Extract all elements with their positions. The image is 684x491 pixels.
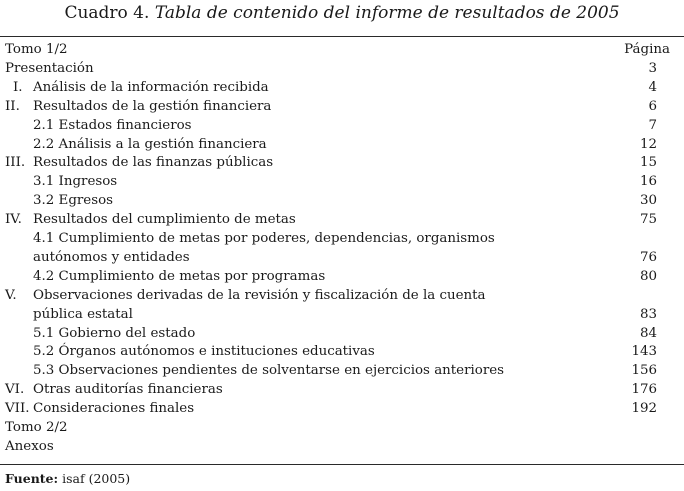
toc-row bbox=[0, 154, 684, 173]
toc-row-text-continued: pública estatal bbox=[33, 306, 133, 322]
toc-row-page: 6 bbox=[648, 98, 657, 114]
toc-row-text-continued: autónomos y entidades bbox=[33, 249, 190, 265]
table-caption bbox=[0, 3, 684, 23]
toc-row-text: Presentación bbox=[5, 61, 94, 76]
toc-row bbox=[0, 400, 684, 419]
toc-row bbox=[0, 438, 684, 457]
toc-row-number: V. bbox=[5, 287, 17, 303]
toc-row bbox=[0, 381, 684, 400]
toc-row-text: Observaciones derivadas de la revisión y fiscalización de la cuenta bbox=[33, 287, 486, 303]
toc-row-page: 156 bbox=[631, 363, 657, 379]
toc-row-page: 30 bbox=[639, 193, 657, 209]
toc-row-number: VII. bbox=[5, 401, 30, 417]
toc-row-text: 3.1 Ingresos bbox=[33, 174, 118, 190]
toc-row bbox=[0, 211, 684, 230]
top-rule bbox=[0, 36, 684, 37]
toc-row-text: Resultados de las finanzas públicas bbox=[33, 155, 274, 171]
toc-row-page: 176 bbox=[631, 382, 657, 398]
toc-row-page: 76 bbox=[639, 249, 657, 265]
toc-row-text: 4.1 Cumplimiento de metas por poderes, dependencias, organismos bbox=[33, 231, 495, 247]
toc-row-text: 2.2 Análisis a la gestión financiera bbox=[33, 136, 267, 152]
toc-row bbox=[0, 325, 684, 344]
toc-row-text: Otras auditorías financieras bbox=[33, 382, 223, 398]
toc-row bbox=[0, 98, 684, 117]
toc-row-page: 80 bbox=[639, 268, 657, 284]
toc-row-text: 5.1 Gobierno del estado bbox=[33, 325, 196, 341]
toc-row-text: 5.2 Órganos autónomos e instituciones educativas bbox=[33, 344, 375, 360]
toc-row bbox=[0, 343, 684, 362]
toc-row-number: I. bbox=[13, 79, 23, 95]
toc-row-text: Anexos bbox=[5, 438, 54, 454]
toc-row-page: 75 bbox=[639, 212, 657, 228]
toc-row-number: VI. bbox=[5, 382, 25, 398]
toc-row-page: 192 bbox=[631, 401, 657, 417]
toc-row bbox=[0, 287, 684, 325]
header-page: Página bbox=[624, 42, 670, 57]
toc-row-number: III. bbox=[5, 155, 26, 171]
toc-row bbox=[0, 419, 684, 438]
toc-row-text: Consideraciones finales bbox=[33, 401, 195, 417]
toc-row-number: IV. bbox=[5, 212, 22, 228]
toc-row-text: Resultados del cumplimiento de metas bbox=[33, 212, 296, 228]
bottom-rule bbox=[0, 464, 684, 465]
source-text: isaf (2005) bbox=[62, 471, 131, 486]
toc-row-text: 5.3 Observaciones pendientes de solventarse en ejercicios anteriores bbox=[33, 363, 505, 379]
toc-row-page: 7 bbox=[648, 117, 657, 133]
toc-row-page: 83 bbox=[639, 306, 657, 322]
toc-row-page: 84 bbox=[639, 325, 657, 341]
toc-row bbox=[0, 117, 684, 136]
toc-row bbox=[0, 230, 684, 268]
caption-prefix: Cuadro 4. bbox=[64, 3, 150, 23]
toc-row-page: 3 bbox=[648, 61, 657, 76]
source-note bbox=[5, 471, 130, 487]
toc-row-page: 4 bbox=[648, 79, 657, 95]
toc-row-text: Resultados de la gestión financiera bbox=[33, 98, 272, 114]
toc-row-text: 4.2 Cumplimiento de metas por programas bbox=[33, 268, 326, 284]
toc-row bbox=[0, 362, 684, 381]
caption-title: Tabla de contenido del informe de resultados de 2005 bbox=[154, 3, 620, 23]
toc-row bbox=[0, 79, 684, 98]
toc-row bbox=[0, 268, 684, 287]
toc-row-number: II. bbox=[5, 98, 20, 114]
toc-row-page: 16 bbox=[639, 174, 657, 190]
toc-row-text: 3.2 Egresos bbox=[33, 193, 114, 209]
toc-row-text: Análisis de la información recibida bbox=[33, 79, 269, 95]
toc-row bbox=[0, 136, 684, 155]
toc-row-page: 143 bbox=[631, 344, 657, 360]
toc-rows bbox=[0, 60, 684, 457]
toc-row-text: Tomo 2/2 bbox=[5, 419, 68, 435]
toc-row-page: 12 bbox=[639, 136, 657, 152]
source-label: Fuente: bbox=[5, 471, 59, 486]
toc-row-text: 2.1 Estados financieros bbox=[33, 117, 192, 133]
toc-row bbox=[0, 173, 684, 192]
toc-row-page: 15 bbox=[639, 155, 657, 171]
toc-row bbox=[0, 192, 684, 211]
header-volume: Tomo 1/2 bbox=[5, 42, 68, 57]
toc-row bbox=[0, 60, 684, 79]
